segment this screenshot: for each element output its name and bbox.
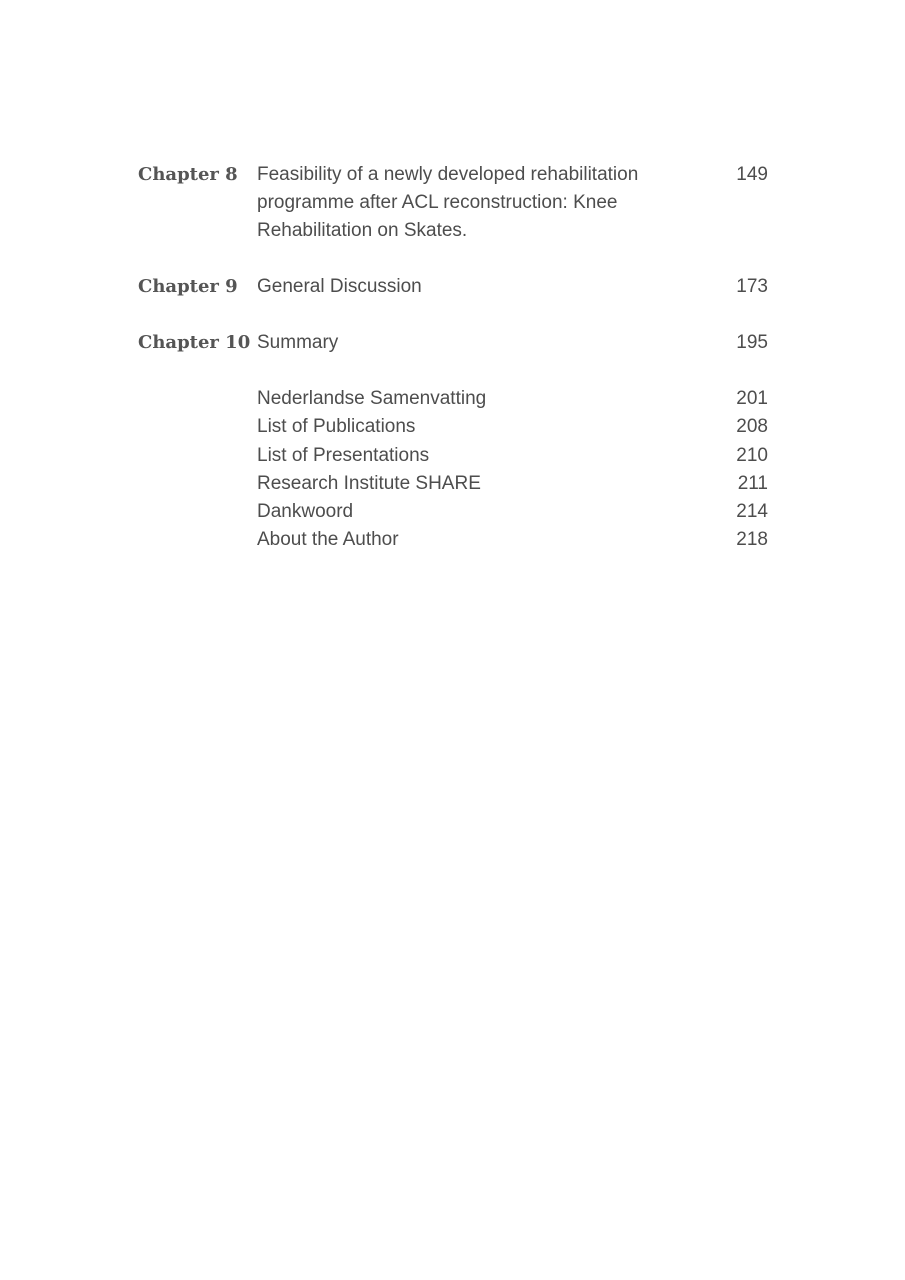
toc-entry-backmatter bbox=[138, 442, 768, 470]
chapter-number: Chapter 10 bbox=[138, 332, 251, 353]
backmatter-title: Research Institute SHARE bbox=[257, 472, 481, 494]
backmatter-title: List of Presentations bbox=[257, 444, 430, 466]
page-number: 149 bbox=[736, 164, 768, 185]
toc-entry-chapter-9 bbox=[138, 273, 768, 301]
page-number: 201 bbox=[736, 388, 768, 409]
backmatter-list bbox=[138, 385, 768, 555]
backmatter-title: Nederlandse Samenvatting bbox=[257, 388, 487, 409]
chapter-title-line: Rehabilitation on Skates. bbox=[257, 220, 468, 241]
backmatter-title: Dankwoord bbox=[257, 501, 354, 523]
page-number: 195 bbox=[736, 332, 768, 353]
backmatter-title: About the Author bbox=[257, 529, 399, 551]
toc-entry-chapter-10 bbox=[138, 329, 768, 357]
toc-entry-backmatter bbox=[138, 498, 768, 526]
toc-entry-backmatter bbox=[138, 413, 768, 441]
page-number: 173 bbox=[736, 276, 768, 297]
page-number: 208 bbox=[736, 416, 768, 438]
chapter-number: Chapter 9 bbox=[138, 276, 238, 297]
page-number: 210 bbox=[736, 444, 768, 466]
chapter-number: Chapter 8 bbox=[138, 164, 238, 185]
table-of-contents bbox=[138, 161, 768, 555]
chapter-title-line: Feasibility of a newly developed rehabilitation bbox=[257, 164, 639, 185]
chapter-title: General Discussion bbox=[257, 276, 422, 297]
page-number: 214 bbox=[736, 501, 768, 523]
chapter-title bbox=[257, 161, 677, 245]
chapter-title-line: programme after ACL reconstruction: Knee bbox=[257, 192, 618, 213]
toc-entry-backmatter bbox=[138, 385, 768, 413]
chapter-title: Summary bbox=[257, 332, 339, 353]
toc-entry-chapter-8 bbox=[138, 161, 768, 245]
toc-entry-backmatter bbox=[138, 470, 768, 498]
toc-entry-backmatter bbox=[138, 526, 768, 554]
backmatter-title: List of Publications bbox=[257, 416, 416, 438]
page-number: 218 bbox=[736, 529, 768, 551]
page-number: 211 bbox=[737, 472, 768, 494]
